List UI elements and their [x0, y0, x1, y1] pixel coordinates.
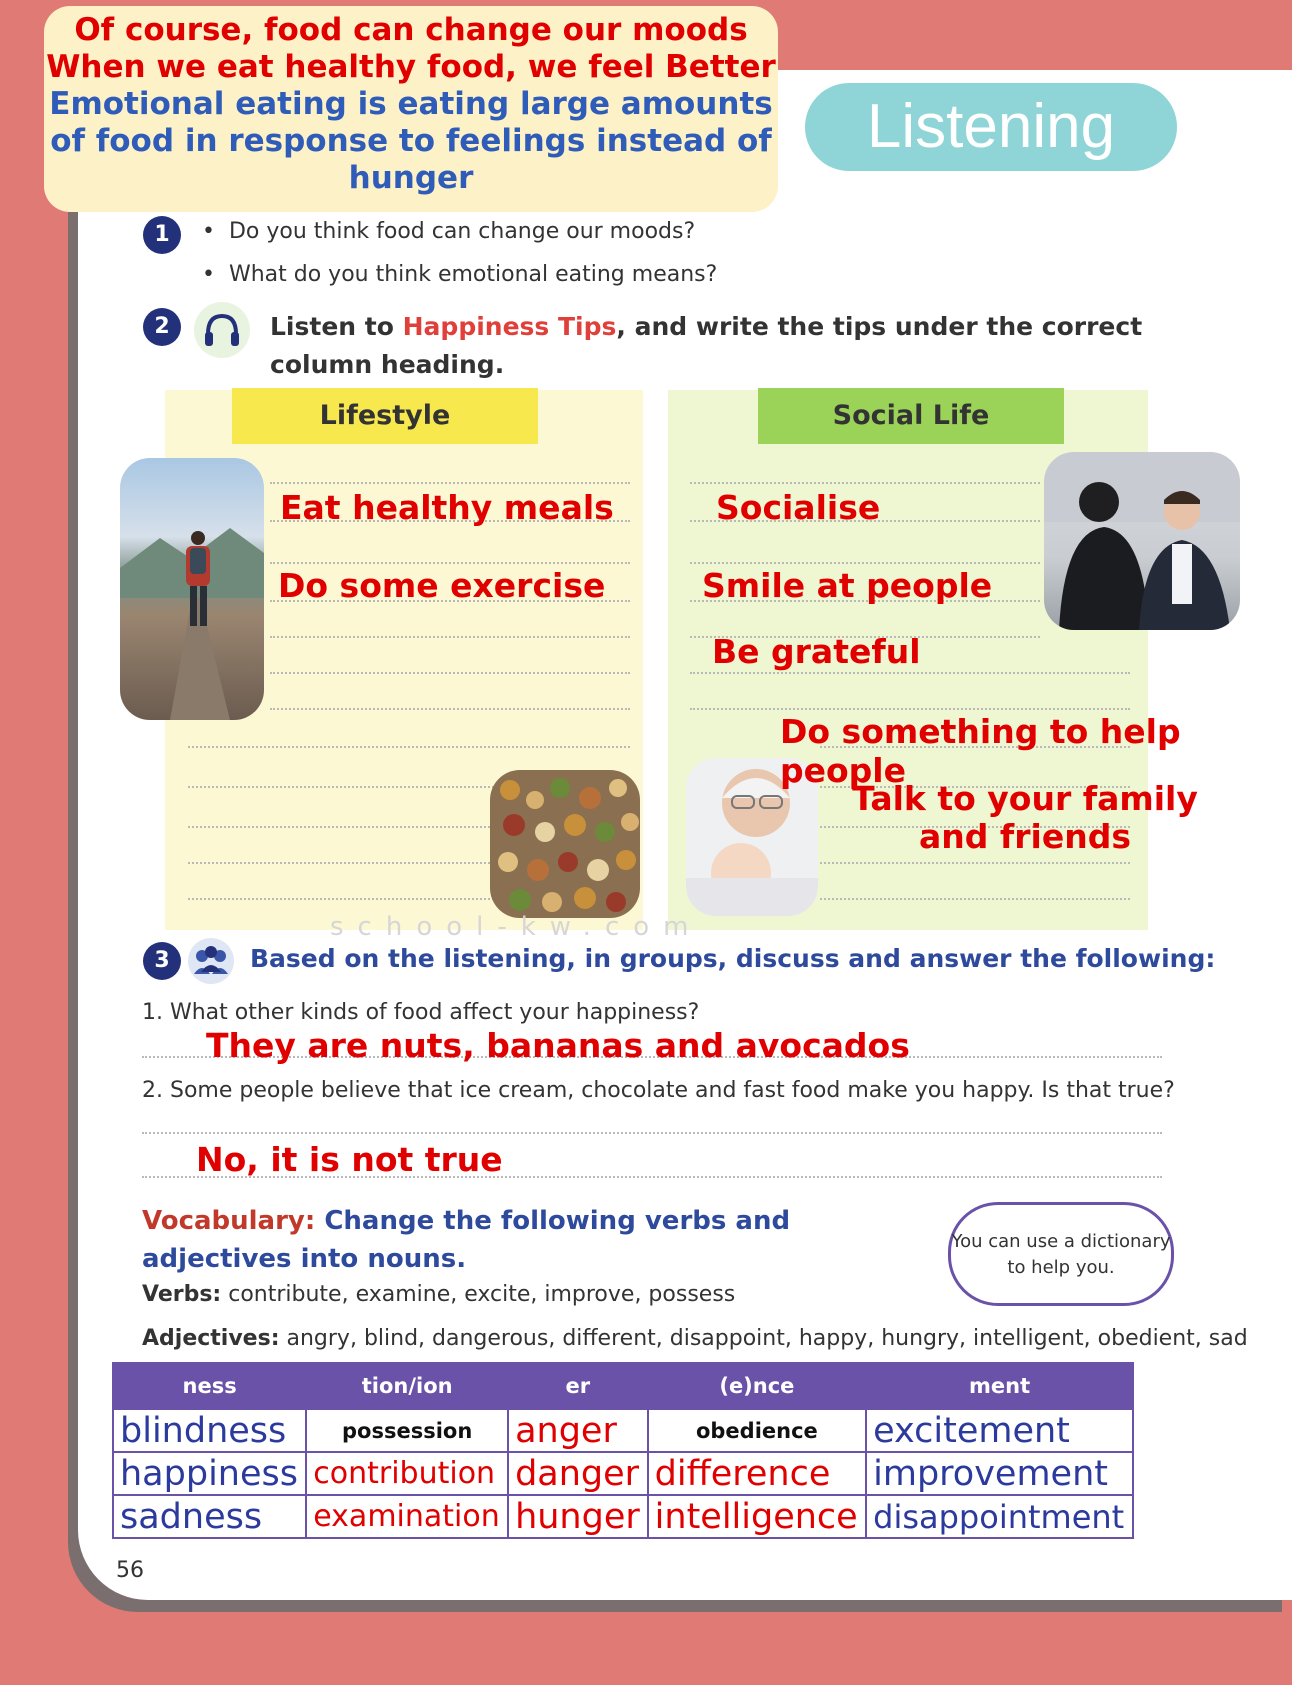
exercise-3-instruction: Based on the listening, in groups, discuss and answer the following:	[250, 944, 1216, 973]
friends-photo	[1044, 452, 1240, 630]
table-row	[113, 1452, 1133, 1495]
table-cell: danger	[508, 1452, 648, 1495]
header-er: er	[508, 1363, 648, 1409]
table-cell: difference	[648, 1452, 866, 1495]
answer-line	[270, 562, 630, 564]
answer-line	[820, 862, 1130, 864]
header-ness: ness	[113, 1363, 306, 1409]
noun-suffix-table	[112, 1362, 1134, 1539]
exercise-2-instruction: Listen to Happiness Tips, and write the tips under the correct column heading.	[270, 312, 1143, 379]
table-cell: improvement	[866, 1452, 1133, 1495]
exercise-number-1: 1	[143, 216, 181, 254]
answer-note	[44, 6, 778, 212]
table-cell: disappointment	[866, 1495, 1133, 1538]
social-answer-2: Smile at people	[702, 566, 993, 605]
note-line-1: Of course, food can change our moods	[74, 12, 748, 48]
answer-line	[270, 672, 630, 674]
note-line-3: Emotional eating is eating large amounts of food in response to feelings instead of hunger	[49, 86, 773, 196]
question-bullet-2: • What do you think emotional eating means?	[202, 262, 718, 287]
table-cell: possession	[306, 1409, 508, 1452]
table-row	[113, 1409, 1133, 1452]
answer-line	[690, 708, 1130, 710]
table-cell: happiness	[113, 1452, 306, 1495]
question-bullet-1: • Do you think food can change our moods?	[202, 219, 696, 244]
header-tion: tion/ion	[306, 1363, 508, 1409]
discussion-question-1: 1. What other kinds of food affect your happiness?	[142, 1000, 700, 1025]
table-cell: hunger	[508, 1495, 648, 1538]
social-answer-5: Talk to your family and friends	[852, 779, 1198, 856]
section-banner: Listening	[805, 83, 1177, 171]
page-number: 56	[116, 1558, 144, 1583]
answer-line	[690, 562, 1040, 564]
watermark-text: school-kw.com	[330, 912, 703, 942]
header-ment: ment	[866, 1363, 1133, 1409]
discussion-answer-1: They are nuts, bananas and avocados	[206, 1026, 910, 1065]
lifestyle-heading: Lifestyle	[232, 388, 538, 444]
vocabulary-instruction: Vocabulary: Change the following verbs and adjectives into nouns.	[142, 1206, 791, 1274]
discussion-answer-2: No, it is not true	[196, 1140, 503, 1179]
note-line-2: When we eat healthy food, we feel Better	[46, 49, 776, 85]
table-cell: sadness	[113, 1495, 306, 1538]
table-cell: excitement	[866, 1409, 1133, 1452]
group-discussion-icon	[188, 938, 234, 984]
table-cell: intelligence	[648, 1495, 866, 1538]
answer-line	[142, 1132, 1162, 1134]
exercise-number-2: 2	[143, 308, 181, 346]
table-cell: blindness	[113, 1409, 306, 1452]
table-header-row	[113, 1363, 1133, 1409]
highlight-title: Happiness Tips	[402, 312, 617, 341]
lifestyle-answer-1: Eat healthy meals	[280, 488, 614, 527]
table-row	[113, 1495, 1133, 1538]
table-cell: anger	[508, 1409, 648, 1452]
discussion-question-2: 2. Some people believe that ice cream, chocolate and fast food make you happy. Is that true?	[142, 1078, 1175, 1103]
answer-line	[690, 482, 1040, 484]
lifestyle-answer-2: Do some exercise	[278, 566, 606, 605]
hiker-photo	[120, 458, 264, 720]
verbs-list: Verbs: contribute, examine, excite, improve, possess	[142, 1282, 736, 1307]
question-1-text: Do you think food can change our moods?	[228, 219, 696, 244]
headphones-icon	[194, 302, 250, 358]
dictionary-tip-bubble: You can use a dictionary to help you.	[948, 1202, 1174, 1306]
answer-line	[820, 898, 1130, 900]
vocabulary-label: Vocabulary:	[142, 1206, 316, 1236]
table-cell: contribution	[306, 1452, 508, 1495]
header-ence: (e)nce	[648, 1363, 866, 1409]
social-answer-1: Socialise	[716, 488, 881, 527]
social-life-heading: Social Life	[758, 388, 1064, 444]
social-answer-4: Do something to help people	[780, 712, 1181, 790]
social-answer-3: Be grateful	[712, 632, 921, 671]
answer-line	[188, 746, 630, 748]
answer-line	[270, 708, 630, 710]
exercise-number-3: 3	[143, 942, 181, 980]
table-cell: obedience	[648, 1409, 866, 1452]
table-cell: examination	[306, 1495, 508, 1538]
adjectives-list: Adjectives: angry, blind, dangerous, different, disappoint, happy, hungry, intelligent, obedient, sad	[142, 1326, 1248, 1351]
nuts-photo	[490, 770, 640, 918]
answer-line	[270, 482, 630, 484]
answer-line	[690, 672, 1130, 674]
question-2-text: What do you think emotional eating means?	[228, 262, 718, 287]
answer-line	[270, 636, 630, 638]
